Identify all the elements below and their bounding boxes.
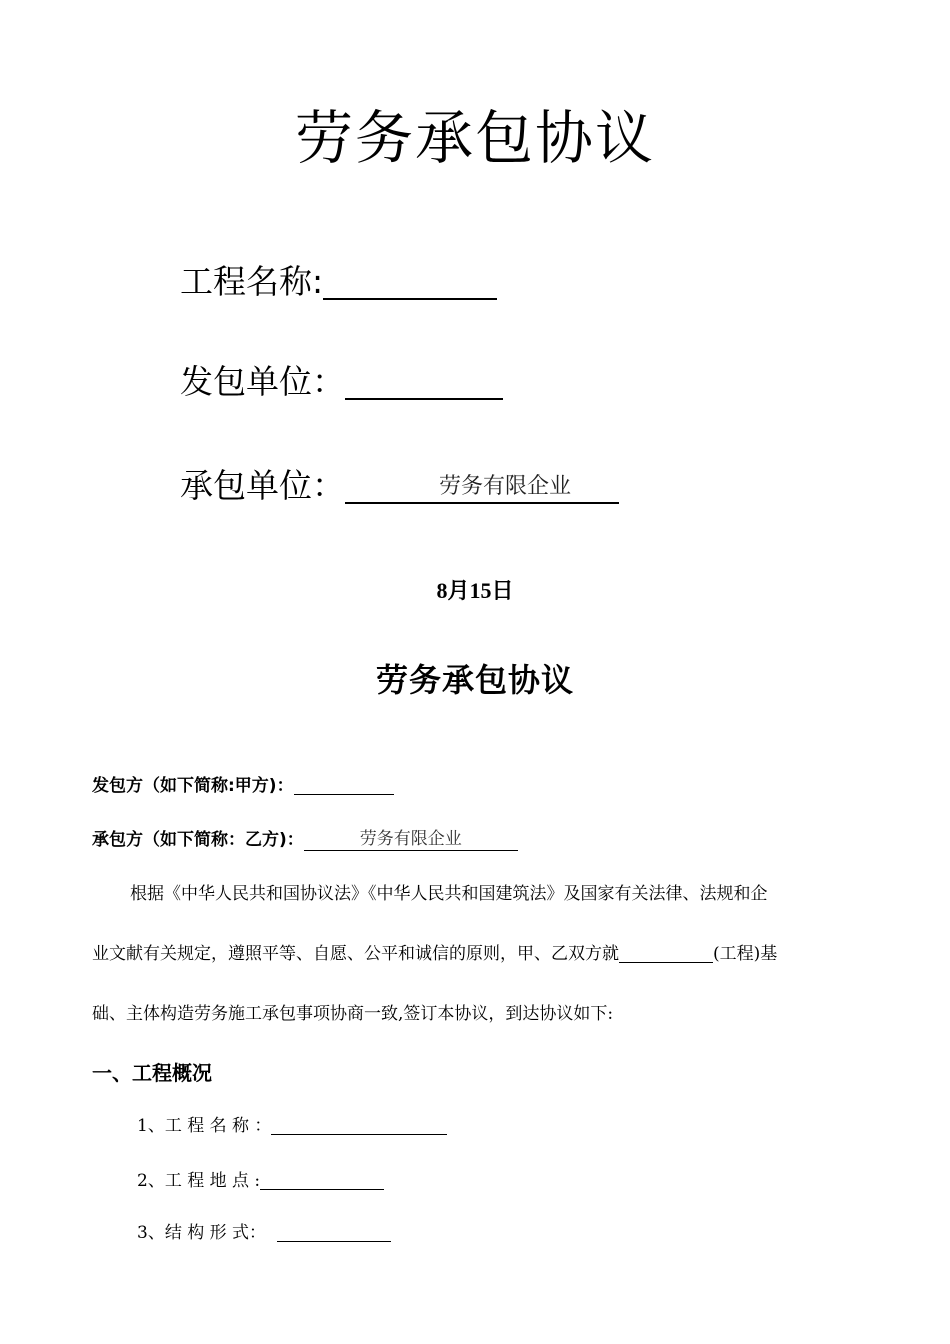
section-1-title: 一、工程概况 [92, 1061, 212, 1085]
cover-date: 8月15日 [436, 578, 514, 603]
project-name-label: 工程名称: [180, 262, 324, 301]
cover-contractor-field [180, 464, 619, 508]
contract-title: 劳务承包协议 [375, 661, 574, 699]
party-a-line [92, 774, 394, 798]
item-1-label: 1、工 程 名 称 ： [137, 1116, 272, 1136]
item-project-name [137, 1114, 447, 1138]
project-name-blank[interactable] [323, 260, 497, 300]
issuer-label: 发包单位： [180, 362, 345, 401]
item-structure-type [137, 1221, 391, 1245]
party-b-value[interactable]: 劳务有限企业 [304, 828, 518, 851]
item-3-blank[interactable] [277, 1221, 391, 1242]
item-3-label: 3、结 构 形 式： [137, 1223, 277, 1243]
item-1-blank[interactable] [271, 1114, 447, 1135]
preamble-text-a: 业文献有关规定，遵照平等、自愿、公平和诚信的原则，甲、乙双方就 [92, 944, 619, 964]
project-blank-inline[interactable] [619, 942, 713, 963]
party-a-label: 发包方（如下简称:甲方)： [92, 776, 294, 796]
preamble-line-3: 础、主体构造劳务施工承包事项协商一致,签订本协议，到达协议如下: [92, 1004, 614, 1024]
preamble-line-1: 根据《中华人民共和国协议法》《中华人民共和国建筑法》及国家有关法律、法规和企 [130, 884, 768, 904]
item-project-location [137, 1169, 384, 1193]
preamble-text-b: (工程)基 [713, 944, 778, 964]
cover-project-name-field [180, 260, 497, 304]
issuer-blank[interactable] [345, 360, 503, 400]
cover-title: 劳务承包协议 [294, 104, 655, 172]
party-b-line [92, 828, 518, 852]
item-2-label: 2、工 程 地 点 : [137, 1171, 261, 1191]
party-a-blank[interactable] [294, 774, 394, 795]
preamble-line-2 [92, 942, 862, 966]
contractor-value[interactable]: 劳务有限企业 [345, 464, 619, 504]
party-b-label: 承包方（如下简称：乙方)： [92, 830, 304, 850]
contractor-label: 承包单位： [180, 466, 345, 505]
item-2-blank[interactable] [260, 1169, 384, 1190]
cover-issuer-field [180, 360, 503, 404]
